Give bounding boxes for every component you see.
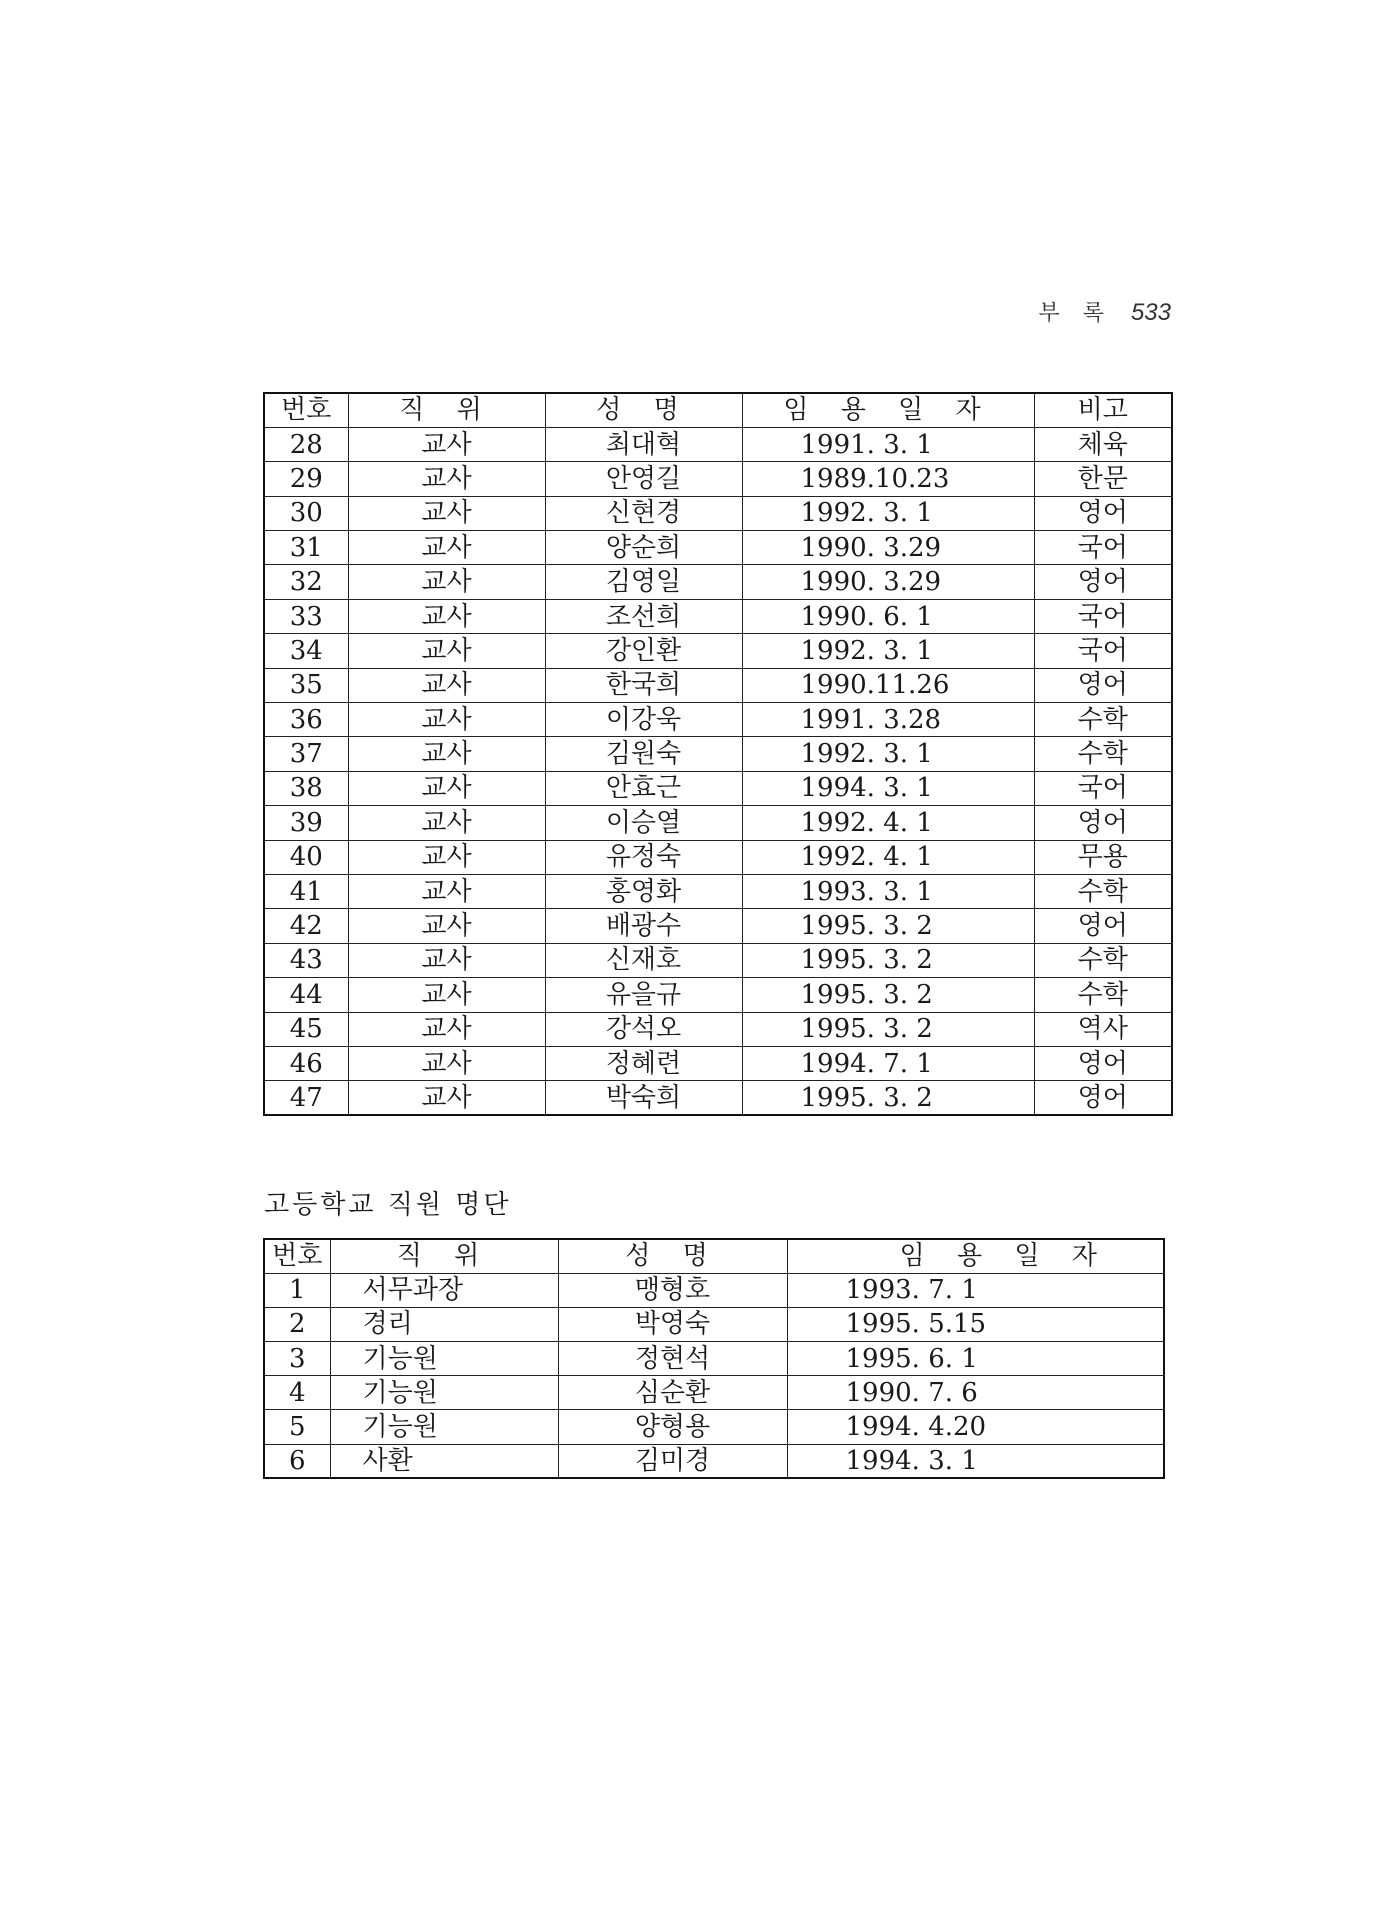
cell-position: 교사: [348, 668, 545, 702]
cell-appointment-date: 1990. 3.29: [742, 531, 1034, 565]
cell-appointment-date: 1993. 7. 1: [787, 1273, 1164, 1307]
cell-position: 교사: [348, 771, 545, 805]
cell-number: 35: [264, 668, 348, 702]
cell-position: 기능원: [330, 1376, 558, 1410]
cell-remarks: 수학: [1034, 943, 1172, 977]
cell-name: 홍영화: [545, 874, 742, 908]
cell-number: 33: [264, 599, 348, 633]
cell-appointment-date: 1990. 6. 1: [742, 599, 1034, 633]
table-row: [264, 1376, 1164, 1410]
header-name: 성 명: [545, 393, 742, 427]
cell-appointment-date: 1994. 4.20: [787, 1410, 1164, 1444]
staff-table-body: [264, 1273, 1164, 1478]
cell-name: 강석오: [545, 1012, 742, 1046]
cell-remarks: 수학: [1034, 737, 1172, 771]
cell-position: 교사: [348, 909, 545, 943]
cell-remarks: 영어: [1034, 1081, 1172, 1115]
cell-position: 교사: [348, 840, 545, 874]
cell-position: 교사: [348, 462, 545, 496]
header-number: 번호: [264, 393, 348, 427]
table-row: [264, 840, 1172, 874]
teachers-table: [263, 392, 1173, 1116]
cell-name: 이승열: [545, 806, 742, 840]
cell-appointment-date: 1990.11.26: [742, 668, 1034, 702]
cell-appointment-date: 1992. 3. 1: [742, 634, 1034, 668]
cell-remarks: 영어: [1034, 1046, 1172, 1080]
cell-number: 37: [264, 737, 348, 771]
cell-name: 김영일: [545, 565, 742, 599]
cell-remarks: 국어: [1034, 634, 1172, 668]
cell-number: 2: [264, 1307, 330, 1341]
cell-name: 조선희: [545, 599, 742, 633]
cell-number: 45: [264, 1012, 348, 1046]
cell-appointment-date: 1989.10.23: [742, 462, 1034, 496]
cell-appointment-date: 1992. 4. 1: [742, 806, 1034, 840]
table-row: [264, 909, 1172, 943]
cell-remarks: 수학: [1034, 703, 1172, 737]
cell-name: 심순환: [558, 1376, 787, 1410]
running-head-text: 부 록: [1038, 301, 1112, 326]
cell-remarks: 국어: [1034, 771, 1172, 805]
table-row: [264, 668, 1172, 702]
table-row: [264, 1444, 1164, 1478]
cell-remarks: 국어: [1034, 599, 1172, 633]
cell-number: 5: [264, 1410, 330, 1444]
cell-name: 양형용: [558, 1410, 787, 1444]
cell-appointment-date: 1995. 5.15: [787, 1307, 1164, 1341]
table-row: [264, 978, 1172, 1012]
cell-name: 맹형호: [558, 1273, 787, 1307]
cell-number: 1: [264, 1273, 330, 1307]
table-row: [264, 1342, 1164, 1376]
cell-number: 40: [264, 840, 348, 874]
cell-name: 정현석: [558, 1342, 787, 1376]
cell-position: 교사: [348, 874, 545, 908]
cell-position: 교사: [348, 1012, 545, 1046]
table-row: [264, 531, 1172, 565]
cell-appointment-date: 1994. 3. 1: [787, 1444, 1164, 1478]
table-row: [264, 1410, 1164, 1444]
cell-number: 47: [264, 1081, 348, 1115]
staff-table: [263, 1238, 1165, 1479]
cell-position: 교사: [348, 531, 545, 565]
cell-number: 38: [264, 771, 348, 805]
cell-number: 42: [264, 909, 348, 943]
table-row: [264, 599, 1172, 633]
cell-number: 39: [264, 806, 348, 840]
cell-number: 30: [264, 496, 348, 530]
cell-number: 32: [264, 565, 348, 599]
cell-position: 교사: [348, 565, 545, 599]
cell-position: 서무과장: [330, 1273, 558, 1307]
cell-position: 교사: [348, 634, 545, 668]
header-appointment-date: 임 용 일 자: [787, 1239, 1164, 1273]
cell-appointment-date: 1991. 3.28: [742, 703, 1034, 737]
cell-number: 41: [264, 874, 348, 908]
cell-number: 46: [264, 1046, 348, 1080]
cell-remarks: 무용: [1034, 840, 1172, 874]
table-row: [264, 1046, 1172, 1080]
table-row: [264, 1012, 1172, 1046]
cell-appointment-date: 1992. 4. 1: [742, 840, 1034, 874]
cell-appointment-date: 1991. 3. 1: [742, 427, 1034, 461]
cell-number: 44: [264, 978, 348, 1012]
cell-remarks: 영어: [1034, 806, 1172, 840]
cell-name: 양순희: [545, 531, 742, 565]
cell-name: 박영숙: [558, 1307, 787, 1341]
table-row: [264, 634, 1172, 668]
table-row: [264, 874, 1172, 908]
running-head: [1038, 296, 1171, 327]
cell-position: 교사: [348, 806, 545, 840]
table-row: [264, 943, 1172, 977]
cell-appointment-date: 1995. 3. 2: [742, 1012, 1034, 1046]
section-title: 고등학교 직원 명단: [264, 1190, 512, 1220]
cell-name: 유을규: [545, 978, 742, 1012]
table-row: [264, 771, 1172, 805]
cell-number: 43: [264, 943, 348, 977]
table-row: [264, 703, 1172, 737]
table-row: [264, 806, 1172, 840]
table-row: [264, 1273, 1164, 1307]
cell-appointment-date: 1995. 3. 2: [742, 978, 1034, 1012]
cell-number: 4: [264, 1376, 330, 1410]
table-row: [264, 1307, 1164, 1341]
teachers-table-body: [264, 427, 1172, 1115]
cell-position: 경리: [330, 1307, 558, 1341]
cell-remarks: 영어: [1034, 668, 1172, 702]
cell-remarks: 체육: [1034, 427, 1172, 461]
table-row: [264, 737, 1172, 771]
cell-appointment-date: 1990. 7. 6: [787, 1376, 1164, 1410]
cell-name: 신현경: [545, 496, 742, 530]
cell-name: 안영길: [545, 462, 742, 496]
cell-position: 교사: [348, 703, 545, 737]
cell-appointment-date: 1994. 7. 1: [742, 1046, 1034, 1080]
cell-appointment-date: 1995. 6. 1: [787, 1342, 1164, 1376]
cell-position: 기능원: [330, 1342, 558, 1376]
header-remarks: 비고: [1034, 393, 1172, 427]
cell-remarks: 한문: [1034, 462, 1172, 496]
table-row: [264, 565, 1172, 599]
cell-appointment-date: 1992. 3. 1: [742, 737, 1034, 771]
cell-remarks: 역사: [1034, 1012, 1172, 1046]
cell-position: 교사: [348, 1081, 545, 1115]
cell-position: 사환: [330, 1444, 558, 1478]
header-appointment-date: 임 용 일 자: [742, 393, 1034, 427]
cell-number: 36: [264, 703, 348, 737]
cell-number: 3: [264, 1342, 330, 1376]
cell-name: 한국희: [545, 668, 742, 702]
cell-position: 교사: [348, 978, 545, 1012]
header-number: 번호: [264, 1239, 330, 1273]
cell-remarks: 영어: [1034, 565, 1172, 599]
cell-appointment-date: 1990. 3.29: [742, 565, 1034, 599]
cell-remarks: 영어: [1034, 496, 1172, 530]
cell-position: 교사: [348, 943, 545, 977]
cell-remarks: 수학: [1034, 978, 1172, 1012]
cell-position: 기능원: [330, 1410, 558, 1444]
table-header-row: [264, 393, 1172, 427]
cell-position: 교사: [348, 427, 545, 461]
cell-name: 이강욱: [545, 703, 742, 737]
cell-appointment-date: 1995. 3. 2: [742, 909, 1034, 943]
cell-name: 신재호: [545, 943, 742, 977]
table-header-row: [264, 1239, 1164, 1273]
page-number: 533: [1130, 299, 1171, 326]
cell-number: 29: [264, 462, 348, 496]
cell-position: 교사: [348, 496, 545, 530]
cell-appointment-date: 1992. 3. 1: [742, 496, 1034, 530]
header-position: 직 위: [348, 393, 545, 427]
cell-number: 6: [264, 1444, 330, 1478]
table-row: [264, 1081, 1172, 1115]
header-name: 성 명: [558, 1239, 787, 1273]
cell-number: 31: [264, 531, 348, 565]
cell-name: 정혜련: [545, 1046, 742, 1080]
cell-appointment-date: 1994. 3. 1: [742, 771, 1034, 805]
cell-appointment-date: 1993. 3. 1: [742, 874, 1034, 908]
cell-position: 교사: [348, 1046, 545, 1080]
cell-name: 김원숙: [545, 737, 742, 771]
cell-name: 배광수: [545, 909, 742, 943]
cell-remarks: 수학: [1034, 874, 1172, 908]
cell-position: 교사: [348, 599, 545, 633]
cell-name: 유정숙: [545, 840, 742, 874]
cell-appointment-date: 1995. 3. 2: [742, 1081, 1034, 1115]
cell-remarks: 국어: [1034, 531, 1172, 565]
cell-name: 박숙희: [545, 1081, 742, 1115]
cell-appointment-date: 1995. 3. 2: [742, 943, 1034, 977]
cell-remarks: 영어: [1034, 909, 1172, 943]
table-row: [264, 462, 1172, 496]
header-position: 직 위: [330, 1239, 558, 1273]
cell-name: 김미경: [558, 1444, 787, 1478]
cell-name: 최대혁: [545, 427, 742, 461]
cell-number: 34: [264, 634, 348, 668]
cell-name: 강인환: [545, 634, 742, 668]
table-row: [264, 427, 1172, 461]
cell-number: 28: [264, 427, 348, 461]
cell-position: 교사: [348, 737, 545, 771]
table-row: [264, 496, 1172, 530]
cell-name: 안효근: [545, 771, 742, 805]
